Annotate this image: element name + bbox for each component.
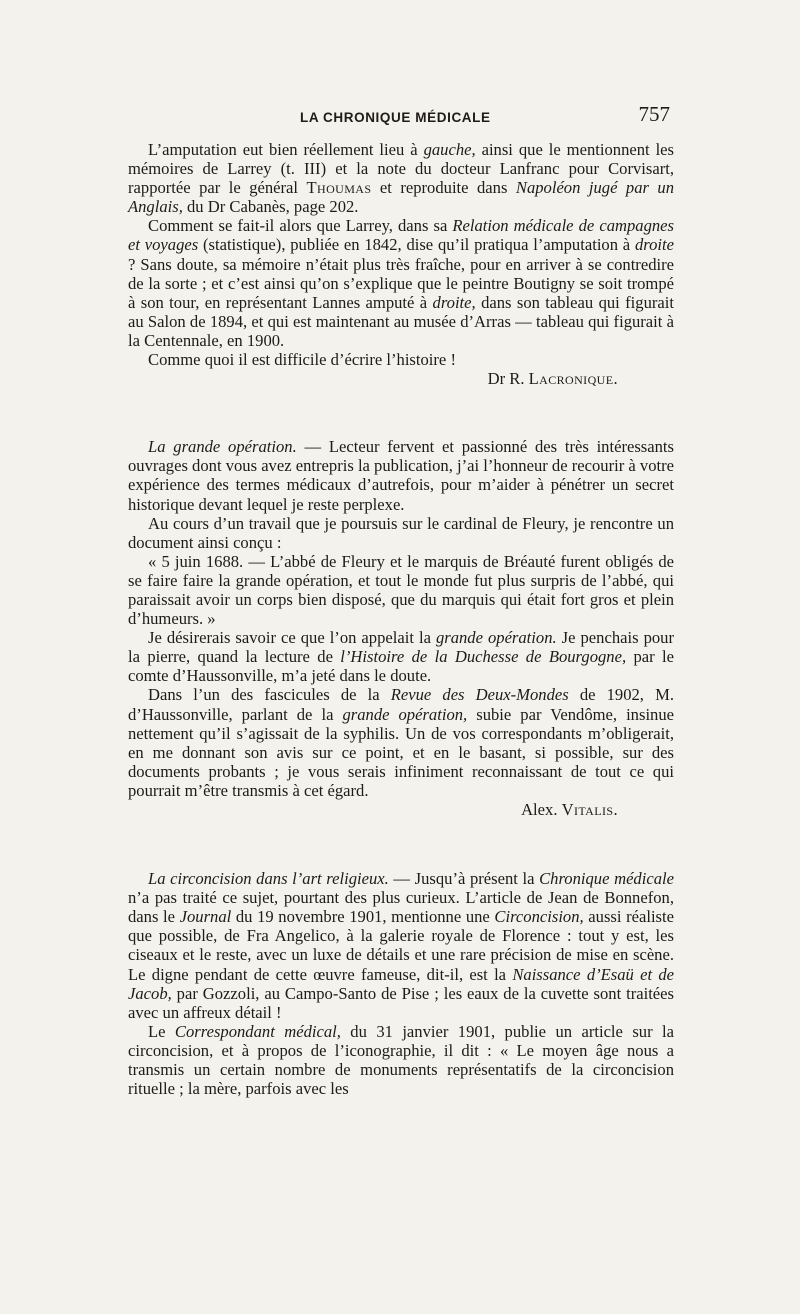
page-number: 757 — [638, 102, 670, 126]
text-run: L’amputation eut bien réellement lieu à — [148, 140, 424, 159]
text-run: Le — [148, 1021, 175, 1041]
paragraph — [128, 140, 674, 216]
text-run: dans son tableau qui figurait au Salon de 1894, et qui est maintenant au musée d’Arras — tableau qui figurait à la Centennale, en 1900. — [128, 292, 674, 350]
paragraph — [128, 628, 674, 685]
paragraph — [128, 869, 674, 1022]
text-run-italic: droite — [634, 235, 674, 255]
text-run: Je penchais pour la pierre, quand la lecture de — [128, 628, 674, 667]
text-run-italic: Revue des Deux-Mondes — [390, 685, 569, 705]
paragraph — [128, 216, 674, 350]
text-run-italic: droite, — [432, 292, 476, 312]
text-run: du 31 janvier 1901, publie un article sur la circoncision, et à propos de l’iconographie, il dit : « Le moyen âge nous a transmis un certain nombre de monuments représentatifs de la circoncision rituelle ; la mère, parfois avec les — [128, 1021, 674, 1099]
text-run: (statistique), publiée en 1842, dise qu’il pratiqua l’amputation à — [198, 235, 635, 255]
text-run-italic: gauche, — [423, 140, 476, 159]
text-run: ainsi que le mentionnent les mémoires de Larrey (t. III) et la note du docteur Lanfranc pour Corvisart, rapportée par le général — [128, 140, 675, 198]
text-run: du 19 novembre 1901, mentionne une — [231, 907, 495, 927]
text-run-italic: Journal — [179, 907, 232, 927]
text-run: Je désirerais savoir ce que l’on appelait la — [148, 628, 436, 648]
text-run: n’a pas traité ce sujet, pourtant des plus curieux. L’article de Jean de Bonnefon, dans le — [128, 888, 674, 927]
signature-name: Vitalis. — [561, 800, 618, 819]
text-run: par le comte d’Haussonville, m’a jeté dans le doute. — [128, 647, 674, 686]
text-run-italic: Napoléon jugé par un Anglais, — [128, 178, 674, 217]
body-text — [128, 140, 674, 1098]
text-run: subie par Vendôme, insinue nettement qu’il s’agissait de la syphilis. Un de vos correspondants m’obligerait, en me donnant son avis sur ce point, et en le basant, si possible, sur des documents probants ; je vous serais infiniment reconnaissant de tout ce qui pourrait m’être transmis à cet égard. — [128, 704, 675, 800]
text-run: — Lecteur fervent et passionné des très intéressants ouvrages dont vous avez entrepris la publication, j’ai l’honneur de recourir à votre expérience des termes médicaux d’autrefois, pour m’aider à pénétrer un secret historique devant lequel je reste perplexe. — [128, 437, 675, 514]
paragraph — [128, 685, 674, 800]
text-run: — Jusqu’à présent la — [388, 869, 540, 889]
text-run-italic: grande opération, — [342, 704, 468, 724]
section-break — [128, 388, 674, 437]
text-run: Comment se fait-il alors que Larrey, dans sa — [148, 216, 453, 236]
text-run: et reproduite dans — [371, 178, 516, 198]
paragraph: Comme quoi il est difficile d’écrire l’histoire ! — [148, 350, 456, 370]
running-head: LA CHRONIQUE MÉDICALE — [300, 110, 491, 125]
text-run: ? Sans doute, sa mémoire n’était plus très fraîche, pour en arriver à se contredire de la sorte ; et c’est ainsi qu’on s’explique que le peintre Boutigny se soit trompé à son tour, en représentant Lannes amputé à — [128, 254, 674, 312]
text-run-smallcaps: Thoumas — [306, 178, 372, 198]
page-header — [148, 102, 670, 136]
text-run-italic: grande opération. — [435, 628, 557, 648]
text-run-italic: Chronique médicale — [539, 869, 674, 889]
signature-text: Dr R. — [487, 369, 529, 389]
paragraph: « 5 juin 1688. — L’abbé de Fleury et le marquis de Bréauté furent obligés de se faire faire la grande opération, et tout le monde fut plus surpris de l’abbé, qui paraissait avoir un corps bien disposé, que du marquis qui était fort gros et plein d’humeurs. » — [128, 551, 674, 629]
text-run: Dans l’un des fascicules de la — [148, 685, 391, 705]
paragraph — [128, 1022, 674, 1098]
signature — [128, 800, 674, 819]
text-run: par Gozzoli, au Campo-Santo de Pise ; les eaux de la cuvette sont traitées avec un affreux détail ! — [128, 983, 674, 1022]
paragraph: Au cours d’un travail que je poursuis sur le cardinal de Fleury, je rencontre un document ainsi conçu : — [128, 513, 674, 552]
text-run: du Dr Cabanès, page 202. — [182, 197, 359, 217]
signature-text: Alex. — [521, 800, 562, 819]
text-run-italic: l’Histoire de la Duchesse de Bourgogne, — [340, 647, 627, 667]
section-title-italic: La grande opération. — [148, 437, 297, 457]
text-run-italic: Naissance d’Esaü et de Jacob, — [128, 964, 675, 1003]
text-run-italic: Relation médicale de campagnes et voyages — [128, 216, 674, 255]
signature — [128, 369, 674, 388]
signature-name: Lacronique. — [528, 369, 618, 389]
section-break — [128, 819, 674, 869]
paragraph — [128, 437, 674, 513]
text-run: de 1902, M. d’Haussonville, parlant de la — [128, 685, 674, 724]
text-run-italic: Correspondant médical, — [174, 1021, 341, 1041]
text-run: aussi réaliste que possible, de Fra Angelico, à la galerie royale de Florence : tout y est, les ciseaux et le reste, avec un luxe de détails et une rare précision de mise en scène. Le digne pendant de cette œuvre fameuse, dit-il, est la — [128, 907, 674, 984]
text-run-italic: Circoncision, — [494, 907, 584, 927]
section-title-italic: La circoncision dans l’art religieux. — [148, 869, 389, 889]
